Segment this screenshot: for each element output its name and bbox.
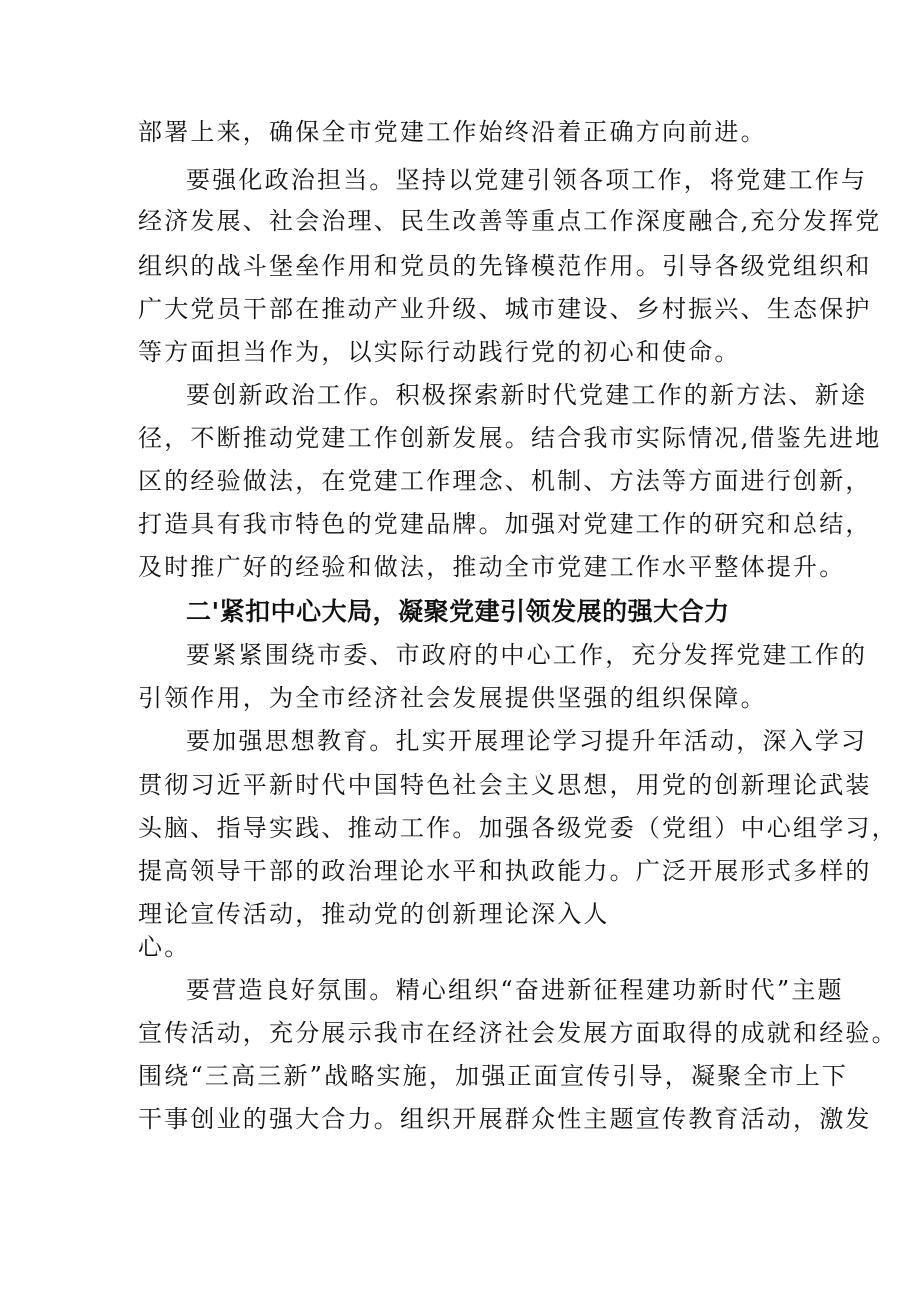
text-line: 头脑、指导实践、推动工作。加强各级党委（党组）中心组学习， [138,814,898,842]
text-line: 组织的战斗堡垒作用和党员的先锋模范作用。引导各级党组织和 [138,252,872,280]
text-line: 区的经验做法，在党建工作理念、机制、方法等方面进行创新， [138,467,872,495]
paragraph-first-line: 要强化政治担当。坚持以党建引领各项工作，将党建工作与 [186,166,868,194]
text-line: 打造具有我市特色的党建品牌。加强对党建工作的研究和总结， [138,510,872,538]
text-line: 贯彻习近平新时代中国特色社会主义思想，用党的创新理论武装 [138,771,872,799]
text-line: 及时推广好的经验和做法，推动全市党建工作水平整体提升。 [138,553,846,581]
text-line: 经济发展、社会治理、民生改善等重点工作深度融合,充分发挥党 [138,207,882,235]
text-line: 广大党员干部在推动产业升级、城市建设、乡村振兴、生态保护 [138,295,872,323]
text-line: 围绕“三高三新”战略实施，加强正面宣传引导，凝聚全市上下 [138,1062,849,1090]
text-line: 理论宣传活动，推动党的创新理论深入人 [138,900,610,928]
text-line: 提高领导干部的政治理论水平和执政能力。广泛开展形式多样的 [138,857,872,885]
text-line: 径，不断推动党建工作创新发展。结合我市实际情况,借鉴先进地 [138,424,882,452]
paragraph-first-line: 要创新政治工作。积极探索新时代党建工作的新方法、新途 [186,381,868,409]
paragraph-first-line: 要营造良好氛围。精心组织“奋进新征程建功新时代”主题 [186,976,844,1004]
section-heading: 二'紧扣中心大局，凝聚党建引领发展的强大合力 [186,597,730,626]
paragraph-first-line: 要加强思想教育。扎实开展理论学习提升年活动，深入学习 [186,727,868,755]
text-line: 心。 [138,933,191,961]
text-line: 部署上来，确保全市党建工作始终沿着正确方向前进。 [138,118,767,146]
text-line: 干事创业的强大合力。组织开展群众性主题宣传教育活动，激发 [138,1105,872,1133]
text-line: 引领作用，为全市经济社会发展提供坚强的组织保障。 [138,684,767,712]
text-line: 宣传活动，充分展示我市在经济社会发展方面取得的成就和经验。 [138,1019,898,1047]
text-line: 等方面担当作为，以实际行动践行党的初心和使命。 [138,338,741,366]
paragraph-first-line: 要紧紧围绕市委、市政府的中心工作，充分发挥党建工作的 [186,641,868,669]
